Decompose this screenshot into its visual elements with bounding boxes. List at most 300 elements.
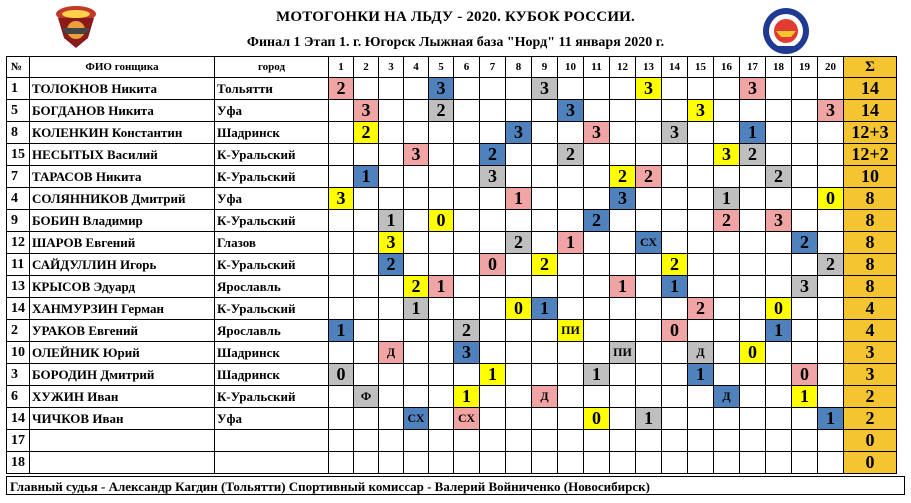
heat-result-cell: 3: [714, 144, 740, 166]
heat-result-cell: [404, 386, 429, 408]
heat-result-cell: [506, 166, 532, 188]
rider-name: СОЛЯННИКОВ Дмитрий: [30, 188, 215, 210]
heat-result-cell: 1: [688, 364, 714, 386]
heat-result-cell: 3: [429, 78, 454, 100]
heat-result-cell: [506, 452, 532, 474]
heat-result-cell: 3: [354, 100, 379, 122]
heat-result-cell: 3: [404, 144, 429, 166]
heat-result-cell: [429, 430, 454, 452]
heat-result-cell: [766, 430, 792, 452]
heat-result-cell: 2: [329, 78, 354, 100]
heat-result-cell: [714, 232, 740, 254]
heat-result-cell: 2: [766, 166, 792, 188]
heat-result-cell: 2: [610, 166, 636, 188]
heat-result-cell: 1: [532, 298, 558, 320]
heat-result-cell: [740, 210, 766, 232]
heat-result-cell: [662, 430, 688, 452]
heat-result-cell: [766, 188, 792, 210]
heat-result-cell: [636, 210, 662, 232]
rider-name: БОГДАНОВ Никита: [30, 100, 215, 122]
heat-result-cell: [404, 232, 429, 254]
heat-result-cell: 2: [454, 320, 480, 342]
table-row: [7, 210, 897, 232]
heat-result-cell: [379, 430, 404, 452]
rider-name: КРЫСОВ Эдуард: [30, 276, 215, 298]
heat-result-cell: [329, 166, 354, 188]
rider-total-points: 3: [844, 364, 897, 386]
rider-name: [30, 452, 215, 474]
heat-result-cell: [584, 166, 610, 188]
heat-result-cell: [506, 320, 532, 342]
heat-result-cell: [329, 408, 354, 430]
heat-result-cell: [506, 342, 532, 364]
heat-result-cell: [354, 210, 379, 232]
heat-result-cell: [506, 144, 532, 166]
table-row: [7, 430, 897, 452]
heat-result-cell: [610, 122, 636, 144]
heat-result-cell: [429, 298, 454, 320]
heat-result-cell: [688, 452, 714, 474]
rider-city: К-Уральский: [215, 298, 329, 320]
heat-result-cell: [454, 144, 480, 166]
heat-result-cell: [329, 430, 354, 452]
heat-result-cell: 1: [558, 232, 584, 254]
heat-result-cell: 1: [818, 408, 844, 430]
heat-result-cell: 0: [506, 298, 532, 320]
heat-result-cell: [610, 144, 636, 166]
heat-result-cell: 2: [480, 144, 506, 166]
heat-result-cell: [379, 452, 404, 474]
heat-result-cell: ПИ: [610, 342, 636, 364]
heat-result-cell: Д: [379, 342, 404, 364]
heat-result-cell: [329, 232, 354, 254]
heat-result-cell: [379, 144, 404, 166]
heat-result-cell: [792, 342, 818, 364]
heat-result-cell: 3: [506, 122, 532, 144]
rider-start-number: 14: [7, 408, 30, 430]
heat-result-cell: [714, 78, 740, 100]
table-row: [7, 78, 897, 100]
heat-result-cell: [558, 452, 584, 474]
heat-result-cell: [584, 342, 610, 364]
heat-result-cell: 2: [429, 100, 454, 122]
heat-result-cell: [818, 232, 844, 254]
heat-result-cell: [792, 298, 818, 320]
rider-name: БОРОДИН Дмитрий: [30, 364, 215, 386]
table-row: [7, 122, 897, 144]
heat-result-cell: 2: [584, 210, 610, 232]
heat-result-cell: [610, 232, 636, 254]
heat-result-cell: [480, 298, 506, 320]
heat-result-cell: [662, 100, 688, 122]
heat-result-cell: [379, 298, 404, 320]
heat-result-cell: [329, 298, 354, 320]
col-header-heat: 7: [480, 57, 506, 78]
heat-result-cell: [404, 78, 429, 100]
rider-city: Ярославль: [215, 320, 329, 342]
heat-result-cell: [740, 188, 766, 210]
heat-result-cell: [636, 298, 662, 320]
col-header-heat: 8: [506, 57, 532, 78]
heat-result-cell: [636, 342, 662, 364]
rider-name: КОЛЕНКИН Константин: [30, 122, 215, 144]
rider-city: [215, 430, 329, 452]
rider-start-number: 10: [7, 342, 30, 364]
rider-name: БОБИН Владимир: [30, 210, 215, 232]
heat-result-cell: [688, 320, 714, 342]
heat-result-cell: [379, 276, 404, 298]
rider-city: Тольятти: [215, 78, 329, 100]
heat-result-cell: [480, 78, 506, 100]
rider-name: ШАРОВ Евгений: [30, 232, 215, 254]
heat-result-cell: [714, 430, 740, 452]
rider-city: Уфа: [215, 408, 329, 430]
heat-result-cell: 1: [480, 364, 506, 386]
heat-result-cell: [714, 364, 740, 386]
rider-city: Шадринск: [215, 364, 329, 386]
rider-total-points: 8: [844, 210, 897, 232]
heat-result-cell: 1: [636, 408, 662, 430]
heat-result-cell: [404, 100, 429, 122]
heat-result-cell: [740, 298, 766, 320]
heat-result-cell: [766, 386, 792, 408]
col-header-num: №: [7, 57, 30, 78]
heat-result-cell: [506, 430, 532, 452]
heat-result-cell: [584, 298, 610, 320]
heat-result-cell: [480, 408, 506, 430]
rider-city: Ярославль: [215, 276, 329, 298]
heat-result-cell: [610, 210, 636, 232]
heat-result-cell: [354, 430, 379, 452]
heat-result-cell: [688, 144, 714, 166]
heat-result-cell: [818, 430, 844, 452]
heat-result-cell: Д: [532, 386, 558, 408]
heat-result-cell: [584, 254, 610, 276]
heat-result-cell: [818, 166, 844, 188]
heat-result-cell: [354, 452, 379, 474]
heat-result-cell: [662, 166, 688, 188]
col-header-heat: 6: [454, 57, 480, 78]
rider-start-number: 15: [7, 144, 30, 166]
heat-result-cell: [480, 342, 506, 364]
heat-result-cell: [766, 408, 792, 430]
heat-result-cell: [636, 430, 662, 452]
heat-result-cell: [792, 430, 818, 452]
rider-start-number: 12: [7, 232, 30, 254]
heat-result-cell: 3: [532, 78, 558, 100]
heat-result-cell: [662, 210, 688, 232]
table-row: [7, 452, 897, 474]
heat-result-cell: 1: [584, 364, 610, 386]
heat-result-cell: 1: [354, 166, 379, 188]
table-row: [7, 188, 897, 210]
rider-city: К-Уральский: [215, 386, 329, 408]
heat-result-cell: [662, 78, 688, 100]
heat-result-cell: [766, 78, 792, 100]
heat-result-cell: [480, 430, 506, 452]
table-row: [7, 100, 897, 122]
rider-total-points: 8: [844, 254, 897, 276]
heat-result-cell: [454, 78, 480, 100]
rider-name: НЕСЫТЫХ Василий: [30, 144, 215, 166]
heat-result-cell: 2: [532, 254, 558, 276]
heat-result-cell: [818, 298, 844, 320]
rider-total-points: 3: [844, 342, 897, 364]
heat-result-cell: [766, 452, 792, 474]
heat-result-cell: 3: [329, 188, 354, 210]
heat-result-cell: [506, 364, 532, 386]
rider-name: САЙДУЛЛИН Игорь: [30, 254, 215, 276]
heat-result-cell: 2: [714, 210, 740, 232]
table-header-row: [7, 57, 897, 78]
heat-result-cell: [818, 386, 844, 408]
heat-result-cell: [429, 342, 454, 364]
heat-result-cell: 0: [792, 364, 818, 386]
heat-result-cell: [688, 232, 714, 254]
heat-result-cell: ПИ: [558, 320, 584, 342]
heat-result-cell: [429, 408, 454, 430]
heat-result-cell: [584, 320, 610, 342]
rider-total-points: 2: [844, 408, 897, 430]
col-header-heat: 9: [532, 57, 558, 78]
heat-result-cell: [558, 276, 584, 298]
heat-result-cell: [636, 320, 662, 342]
heat-result-cell: 1: [714, 188, 740, 210]
heat-result-cell: [329, 342, 354, 364]
heat-result-cell: [354, 408, 379, 430]
heat-result-cell: [636, 276, 662, 298]
col-header-heat: 10: [558, 57, 584, 78]
rider-city: К-Уральский: [215, 166, 329, 188]
rider-name: [30, 430, 215, 452]
heat-result-cell: [714, 342, 740, 364]
rider-city: К-Уральский: [215, 254, 329, 276]
heat-result-cell: [454, 452, 480, 474]
heat-result-cell: [688, 122, 714, 144]
heat-result-cell: [792, 254, 818, 276]
heat-result-cell: [766, 122, 792, 144]
heat-result-cell: [379, 166, 404, 188]
heat-result-cell: [688, 254, 714, 276]
heat-result-cell: 2: [506, 232, 532, 254]
heat-result-cell: [379, 122, 404, 144]
col-header-heat: 19: [792, 57, 818, 78]
heat-result-cell: [558, 386, 584, 408]
heat-result-cell: 1: [792, 386, 818, 408]
rider-city: К-Уральский: [215, 144, 329, 166]
heat-result-cell: [714, 166, 740, 188]
heat-result-cell: [688, 386, 714, 408]
heat-result-cell: [379, 188, 404, 210]
heat-result-cell: [454, 100, 480, 122]
heat-result-cell: [532, 452, 558, 474]
rider-name: ХАНМУРЗИН Герман: [30, 298, 215, 320]
heat-result-cell: 3: [610, 188, 636, 210]
heat-result-cell: [404, 430, 429, 452]
heat-result-cell: [740, 408, 766, 430]
heat-result-cell: [329, 210, 354, 232]
heat-result-cell: [584, 452, 610, 474]
heat-result-cell: [818, 342, 844, 364]
col-header-heat: 12: [610, 57, 636, 78]
heat-result-cell: 1: [379, 210, 404, 232]
heat-result-cell: 2: [688, 298, 714, 320]
heat-result-cell: [688, 78, 714, 100]
heat-result-cell: 0: [740, 342, 766, 364]
rider-start-number: 18: [7, 452, 30, 474]
rider-start-number: 17: [7, 430, 30, 452]
footer-officials: Главный судья - Александр Кагдин (Тольятти) Спортивный комиссар - Валерий Войниченко (Новосибирск): [6, 476, 905, 495]
heat-result-cell: [662, 298, 688, 320]
heat-result-cell: [636, 364, 662, 386]
heat-result-cell: СХ: [404, 408, 429, 430]
heat-result-cell: [662, 144, 688, 166]
heat-result-cell: [766, 342, 792, 364]
heat-result-cell: [354, 364, 379, 386]
heat-result-cell: [480, 320, 506, 342]
heat-result-cell: [792, 452, 818, 474]
heat-result-cell: [532, 342, 558, 364]
heat-result-cell: [818, 276, 844, 298]
heat-result-cell: 1: [610, 276, 636, 298]
heat-result-cell: 2: [379, 254, 404, 276]
heat-result-cell: [532, 408, 558, 430]
rider-start-number: 13: [7, 276, 30, 298]
rider-total-points: 8: [844, 276, 897, 298]
heat-result-cell: 1: [662, 276, 688, 298]
heat-result-cell: [404, 254, 429, 276]
heat-result-cell: [714, 320, 740, 342]
table-row: [7, 254, 897, 276]
heat-result-cell: [818, 122, 844, 144]
rider-city: К-Уральский: [215, 210, 329, 232]
heat-result-cell: [688, 430, 714, 452]
heat-result-cell: [584, 430, 610, 452]
heat-result-cell: [329, 276, 354, 298]
heat-result-cell: [610, 254, 636, 276]
heat-result-cell: 0: [766, 298, 792, 320]
heat-result-cell: 2: [662, 254, 688, 276]
heat-result-cell: [480, 188, 506, 210]
rider-start-number: 14: [7, 298, 30, 320]
heat-result-cell: [584, 386, 610, 408]
rider-total-points: 0: [844, 452, 897, 474]
rider-name: ХУЖИН Иван: [30, 386, 215, 408]
heat-result-cell: 3: [792, 276, 818, 298]
rider-start-number: 2: [7, 320, 30, 342]
table-row: [7, 364, 897, 386]
heat-result-cell: [636, 188, 662, 210]
table-row: [7, 320, 897, 342]
heat-result-cell: [584, 144, 610, 166]
heat-result-cell: [454, 276, 480, 298]
heat-result-cell: [818, 210, 844, 232]
heat-result-cell: 2: [404, 276, 429, 298]
heat-result-cell: [792, 188, 818, 210]
heat-result-cell: [662, 342, 688, 364]
heat-result-cell: [636, 386, 662, 408]
heat-result-cell: [454, 210, 480, 232]
heat-result-cell: СХ: [454, 408, 480, 430]
heat-result-cell: [532, 144, 558, 166]
heat-result-cell: 1: [429, 276, 454, 298]
col-header-heat: 16: [714, 57, 740, 78]
table-body: [7, 78, 897, 474]
heat-result-cell: [662, 364, 688, 386]
heat-result-cell: [662, 452, 688, 474]
heat-result-cell: 2: [354, 122, 379, 144]
heat-result-cell: [532, 122, 558, 144]
heat-result-cell: Д: [688, 342, 714, 364]
table-row: [7, 276, 897, 298]
heat-result-cell: 0: [429, 210, 454, 232]
heat-result-cell: [558, 364, 584, 386]
rider-name: ЧИЧКОВ Иван: [30, 408, 215, 430]
heat-result-cell: [329, 386, 354, 408]
rider-name: ТАРАСОВ Никита: [30, 166, 215, 188]
rider-total-points: 12+3: [844, 122, 897, 144]
heat-result-cell: [740, 430, 766, 452]
heat-result-cell: [532, 166, 558, 188]
rider-total-points: 8: [844, 188, 897, 210]
heat-result-cell: [404, 122, 429, 144]
heat-result-cell: [662, 232, 688, 254]
heat-result-cell: [818, 452, 844, 474]
heat-result-cell: [610, 408, 636, 430]
heat-result-cell: Д: [714, 386, 740, 408]
heat-result-cell: 3: [766, 210, 792, 232]
heat-result-cell: 0: [480, 254, 506, 276]
heat-result-cell: [558, 166, 584, 188]
heat-result-cell: [610, 320, 636, 342]
heat-result-cell: [480, 276, 506, 298]
heat-result-cell: [354, 144, 379, 166]
rider-start-number: 5: [7, 100, 30, 122]
col-header-heat: 1: [329, 57, 354, 78]
rider-total-points: 2: [844, 386, 897, 408]
heat-result-cell: [610, 364, 636, 386]
heat-result-cell: [429, 386, 454, 408]
heat-result-cell: [714, 122, 740, 144]
heat-result-cell: 2: [558, 144, 584, 166]
heat-result-cell: [379, 408, 404, 430]
table-row: [7, 408, 897, 430]
rider-city: Уфа: [215, 100, 329, 122]
col-header-heat: 14: [662, 57, 688, 78]
heat-result-cell: 3: [688, 100, 714, 122]
table-row: [7, 342, 897, 364]
heat-result-cell: СХ: [636, 232, 662, 254]
heat-result-cell: [329, 452, 354, 474]
heat-result-cell: 0: [329, 364, 354, 386]
col-header-heat: 2: [354, 57, 379, 78]
heat-result-cell: [354, 188, 379, 210]
heat-result-cell: [379, 320, 404, 342]
heat-result-cell: 2: [636, 166, 662, 188]
heat-result-cell: [454, 166, 480, 188]
results-table: [6, 56, 897, 474]
heat-result-cell: 3: [818, 100, 844, 122]
heat-result-cell: [506, 78, 532, 100]
heat-result-cell: [714, 298, 740, 320]
heat-result-cell: [766, 364, 792, 386]
heat-result-cell: [766, 144, 792, 166]
heat-result-cell: 3: [584, 122, 610, 144]
heat-result-cell: [532, 430, 558, 452]
heat-result-cell: [688, 210, 714, 232]
heat-result-cell: [532, 232, 558, 254]
heat-result-cell: [329, 144, 354, 166]
